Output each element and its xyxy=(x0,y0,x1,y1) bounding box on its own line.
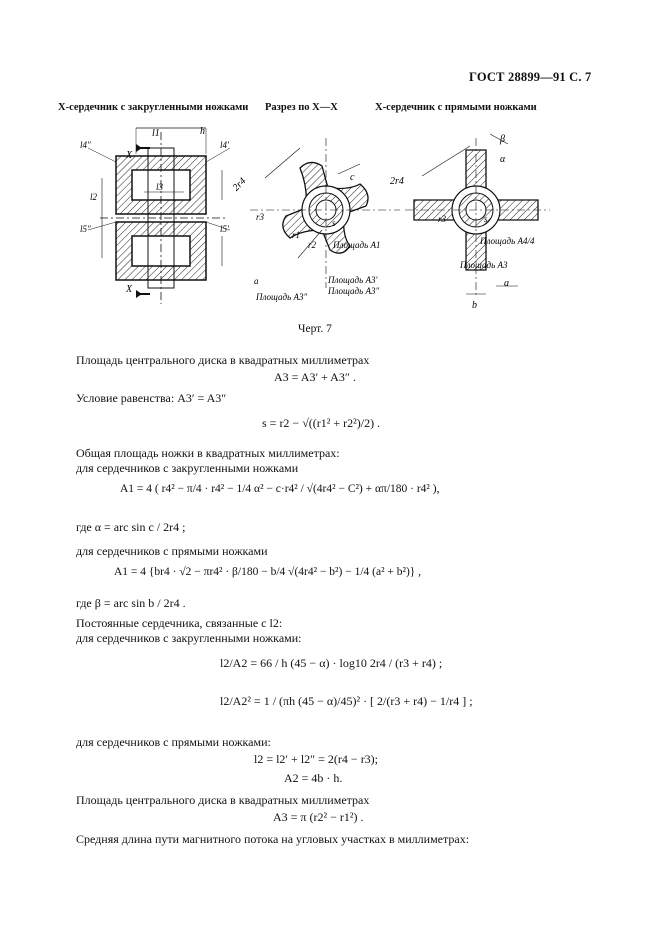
equation-5: l2/A2 = 66 / h (45 − α) · log10 2r4 / (r3 + r4) ; xyxy=(220,656,443,670)
label-a-right: a xyxy=(504,278,509,289)
rounded-leg-core xyxy=(231,138,400,302)
label-l2: l2 xyxy=(90,192,98,202)
label-s-left: s xyxy=(332,218,336,228)
label-s-right: s xyxy=(484,214,488,224)
label-beta: β xyxy=(500,134,505,145)
label-l1: l1 xyxy=(152,128,160,139)
label-a-left: a xyxy=(254,276,259,286)
label-area-a4: Площадь A4/4 xyxy=(480,236,535,246)
label-area-a3: Площадь A3 xyxy=(460,260,508,270)
equation-7: l2 = l2′ + l2″ = 2(r4 − r3); xyxy=(254,752,379,766)
label-l4p: l4′ xyxy=(220,140,229,150)
label-area-a3pp: Площадь A3″ xyxy=(328,286,380,296)
label-l3: l3 xyxy=(156,182,164,192)
paragraph-8: для сердечников с прямыми ножками: xyxy=(76,735,271,749)
label-l5pp: l5″ xyxy=(80,224,91,234)
label-area-a1: Площадь A1 xyxy=(333,240,381,250)
label-x-bottom: X xyxy=(126,284,133,295)
paragraph-2: Условие равенства: A3′ = A3″ xyxy=(76,391,227,405)
paragraph-4: где α = arc sin c / 2r4 ; xyxy=(76,520,186,534)
label-area-a3pp2: Площадь A3″ xyxy=(256,292,308,302)
label-alpha: α xyxy=(500,154,506,165)
paragraph-3a: Общая площадь ножки в квадратных миллиметрах: xyxy=(76,446,340,460)
label-h: h xyxy=(200,126,205,137)
label-r1: r1 xyxy=(292,230,301,240)
paragraph-7a: Постоянные сердечника, связанные с l2: xyxy=(76,616,283,630)
label-r3-left: r3 xyxy=(256,212,265,222)
caption-left: Х-сердечник с закругленными ножками xyxy=(58,102,249,113)
caption-mid: Разрез по Х—Х xyxy=(265,102,338,113)
paragraph-9: Площадь центрального диска в квадратных миллиметрах xyxy=(76,793,370,807)
paragraph-5: для сердечников с прямыми ножками xyxy=(76,544,268,558)
label-2r4-left: 2r4 xyxy=(230,175,249,194)
equation-9: A3 = π (r2² − r1²) . xyxy=(273,810,364,824)
paragraph-3b: для сердечников с закругленными ножками xyxy=(76,461,299,475)
straight-leg-core xyxy=(390,134,550,311)
label-l4pp: l4″ xyxy=(80,140,91,150)
equation-6: l2/A2² = 1 / (πh (45 − α)/45)² · [ 2/(r3 + r4) − 1/r4 ] ; xyxy=(220,694,473,708)
caption-right: Х-сердечник с прямыми ножками xyxy=(375,102,537,113)
technical-drawing xyxy=(60,118,570,318)
equation-2: s = r2 − √((r1² + r2²)/2) . xyxy=(262,416,381,430)
label-2r4-right: 2r4 xyxy=(390,176,404,187)
label-x-top: X xyxy=(126,150,133,161)
label-area-a3p: Площадь A3′ xyxy=(328,275,378,285)
label-b: b xyxy=(472,300,477,311)
equation-4: A1 = 4 {br4 · √2 − πr4² · β/180 − b/4 √(4r4² − b²) − 1/4 (a² + b²)} , xyxy=(114,566,422,578)
page-header: ГОСТ 28899—91 С. 7 xyxy=(469,70,592,84)
paragraph-6: где β = arc sin b / 2r4 . xyxy=(76,596,186,610)
equation-8: A2 = 4b · h. xyxy=(284,771,343,785)
paragraph-7b: для сердечников с закругленными ножками: xyxy=(76,631,302,645)
label-r3-right: r3 xyxy=(438,214,447,224)
cross-section-view xyxy=(80,126,230,304)
label-c: c xyxy=(350,172,355,183)
label-r2: r2 xyxy=(308,240,317,250)
equation-3: A1 = 4 ( r4² − π/4 · r4² − 1/4 α² − c·r4² / √(4r4² − C²) + απ/180 · r4² ), xyxy=(120,483,440,495)
label-l5p: l5′ xyxy=(220,224,229,234)
paragraph-1: Площадь центрального диска в квадратных миллиметрах xyxy=(76,353,370,367)
figure-number: Черт. 7 xyxy=(298,323,332,335)
paragraph-10: Средняя длина пути магнитного потока на угловых участках в миллиметрах: xyxy=(76,832,470,846)
equation-1: A3 = A3′ + A3″ . xyxy=(274,370,356,384)
